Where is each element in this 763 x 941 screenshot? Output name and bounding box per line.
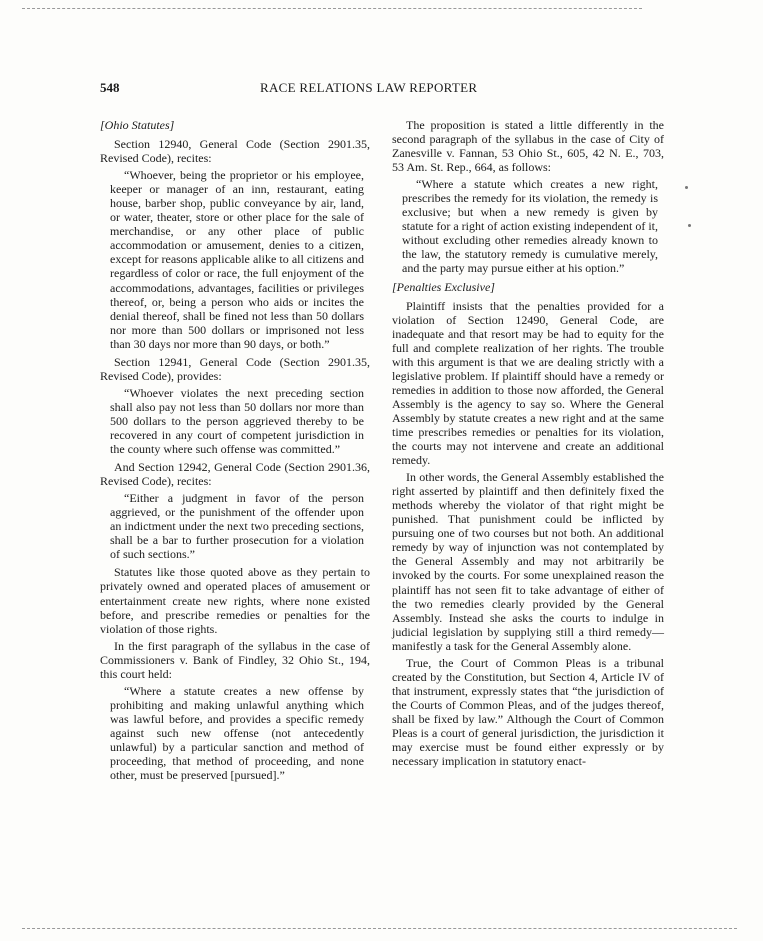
right-quoted-statute: “Where a statute which creates a new right, prescribes the remedy for its violation, the remedy is exclusive; but when a new remedy is given by statute for a right of action existing independent of it, without excluding other remedies already known to the law, the statutory remedy is cumulative merely, and the party may pursue either at his option.” <box>402 177 658 276</box>
page-header <box>100 80 670 98</box>
scan-speck <box>685 186 688 189</box>
left-paragraph: Section 12941, General Code (Section 2901.35, Revised Code), provides: <box>100 354 370 383</box>
running-head: RACE RELATIONS LAW REPORTER <box>260 80 478 95</box>
top-scan-rule <box>22 8 642 9</box>
left-paragraph: And Section 12942, General Code (Section 2901.36, Revised Code), recites: <box>100 460 370 489</box>
left-column <box>100 118 370 786</box>
left-section-heading: [Ohio Statutes] <box>100 118 175 132</box>
right-paragraph: Plaintiff insists that the penalties provided for a violation of Section 12490, General Code, are inadequate and that resort may be had to equity for the full and complete realization of her rights. The trouble with this argument is that we are dealing strictly with a legislative problem. If plaintiff should have a remedy or remedies in addition to those now afforded, the General Assembly is the agency to say so. Where the General Assembly by statute creates a new right and at the same time prescribes remedies or penalties for its violation, the courts may not intervene and create an additional remedy. <box>392 298 664 468</box>
right-column <box>392 118 664 771</box>
left-quoted-statute: “Either a judgment in favor of the person aggrieved, or the punishment of the offender upon an indictment under the next two preceding sections, shall be a bar to further prosecution for a violation of such sections.” <box>110 491 364 562</box>
right-section-heading: [Penalties Exclusive] <box>392 279 495 294</box>
left-quoted-statute: “Whoever, being the proprietor or his employee, keeper or manager of an inn, restaurant, eating house, barber shop, public conveyance by air, land, or water, theater, store or other place for the sale of merchandise, or any other place of public accommodation or amusement, denies to a citizen, except for reasons applicable alike to all citizens and regardless of color or race, the full enjoyment of the accommodations, advantages, facilities or privileges thereof, or, being a person who aids or incites the denial thereof, shall be fined not less than 50 dollars nor more than 500 dollars or imprisoned not less than 30 days nor more than 90 days, or both.” <box>110 168 364 351</box>
left-paragraph: Section 12940, General Code (Section 2901.35, Revised Code), recites: <box>100 137 370 166</box>
right-paragraph: In other words, the General Assembly established the right asserted by plaintiff and then definitely fixed the methods whereby the violator of that right might be punished. That punishment could be inflicted by pursuing one of two courses but not both. An additional remedy by way of injunction was not contemplated by the General Assembly and may not arbitrarily be invoked by the courts. For some unexplained reason the plaintiff has not seen fit to take advantage of either of the two remedies clearly provided by the General Assembly. Instead she asks the courts to indulge in judicial legislation by supplying still a third remedy—manifestly a task for the General Assembly alone. <box>392 470 664 653</box>
right-paragraph: True, the Court of Common Pleas is a tribunal created by the Constitution, but Section 4, Article IV of that instrument, expressly states that “the jurisdiction of the Courts of Common Pleas, and of the judges thereof, shall be fixed by law.” Although the Court of Common Pleas is a court of general jurisdiction, the jurisdiction it may exercise must be found either expressly or by necessary implication in statutory enact- <box>392 655 664 769</box>
right-paragraph: The proposition is stated a little differently in the second paragraph of the syllabus in the case of City of Zanesville v. Fannan, 53 Ohio St., 605, 42 N. E., 703, 53 Am. St. Rep., 664, as follows: <box>392 118 664 175</box>
left-quoted-statute: “Where a statute creates a new offense by prohibiting and making unlawful anything which was lawful before, and provides a specific remedy against such new offense (not antecedently unlawful) by a particular sanction and method of proceeding, that method of proceeding, and none other, must be preserved [pursued].” <box>110 683 364 783</box>
page-number: 548 <box>100 80 120 95</box>
scan-speck <box>688 224 691 227</box>
left-paragraph: In the first paragraph of the syllabus in the case of Commissioners v. Bank of Findley, 32 Ohio St., 194, this court held: <box>100 638 370 681</box>
left-quoted-statute: “Whoever violates the next preceding section shall also pay not less than 50 dollars nor more than 500 dollars to the person aggrieved thereby to be recovered in any court of competent jurisdiction in the county where such offense was committed.” <box>110 385 364 457</box>
left-paragraph: Statutes like those quoted above as they pertain to privately owned and operated places of amusement or entertainment create new rights, where none existed before, and prescribe remedies or penalties for the violation of those rights. <box>100 565 370 636</box>
bottom-scan-rule <box>22 928 737 929</box>
